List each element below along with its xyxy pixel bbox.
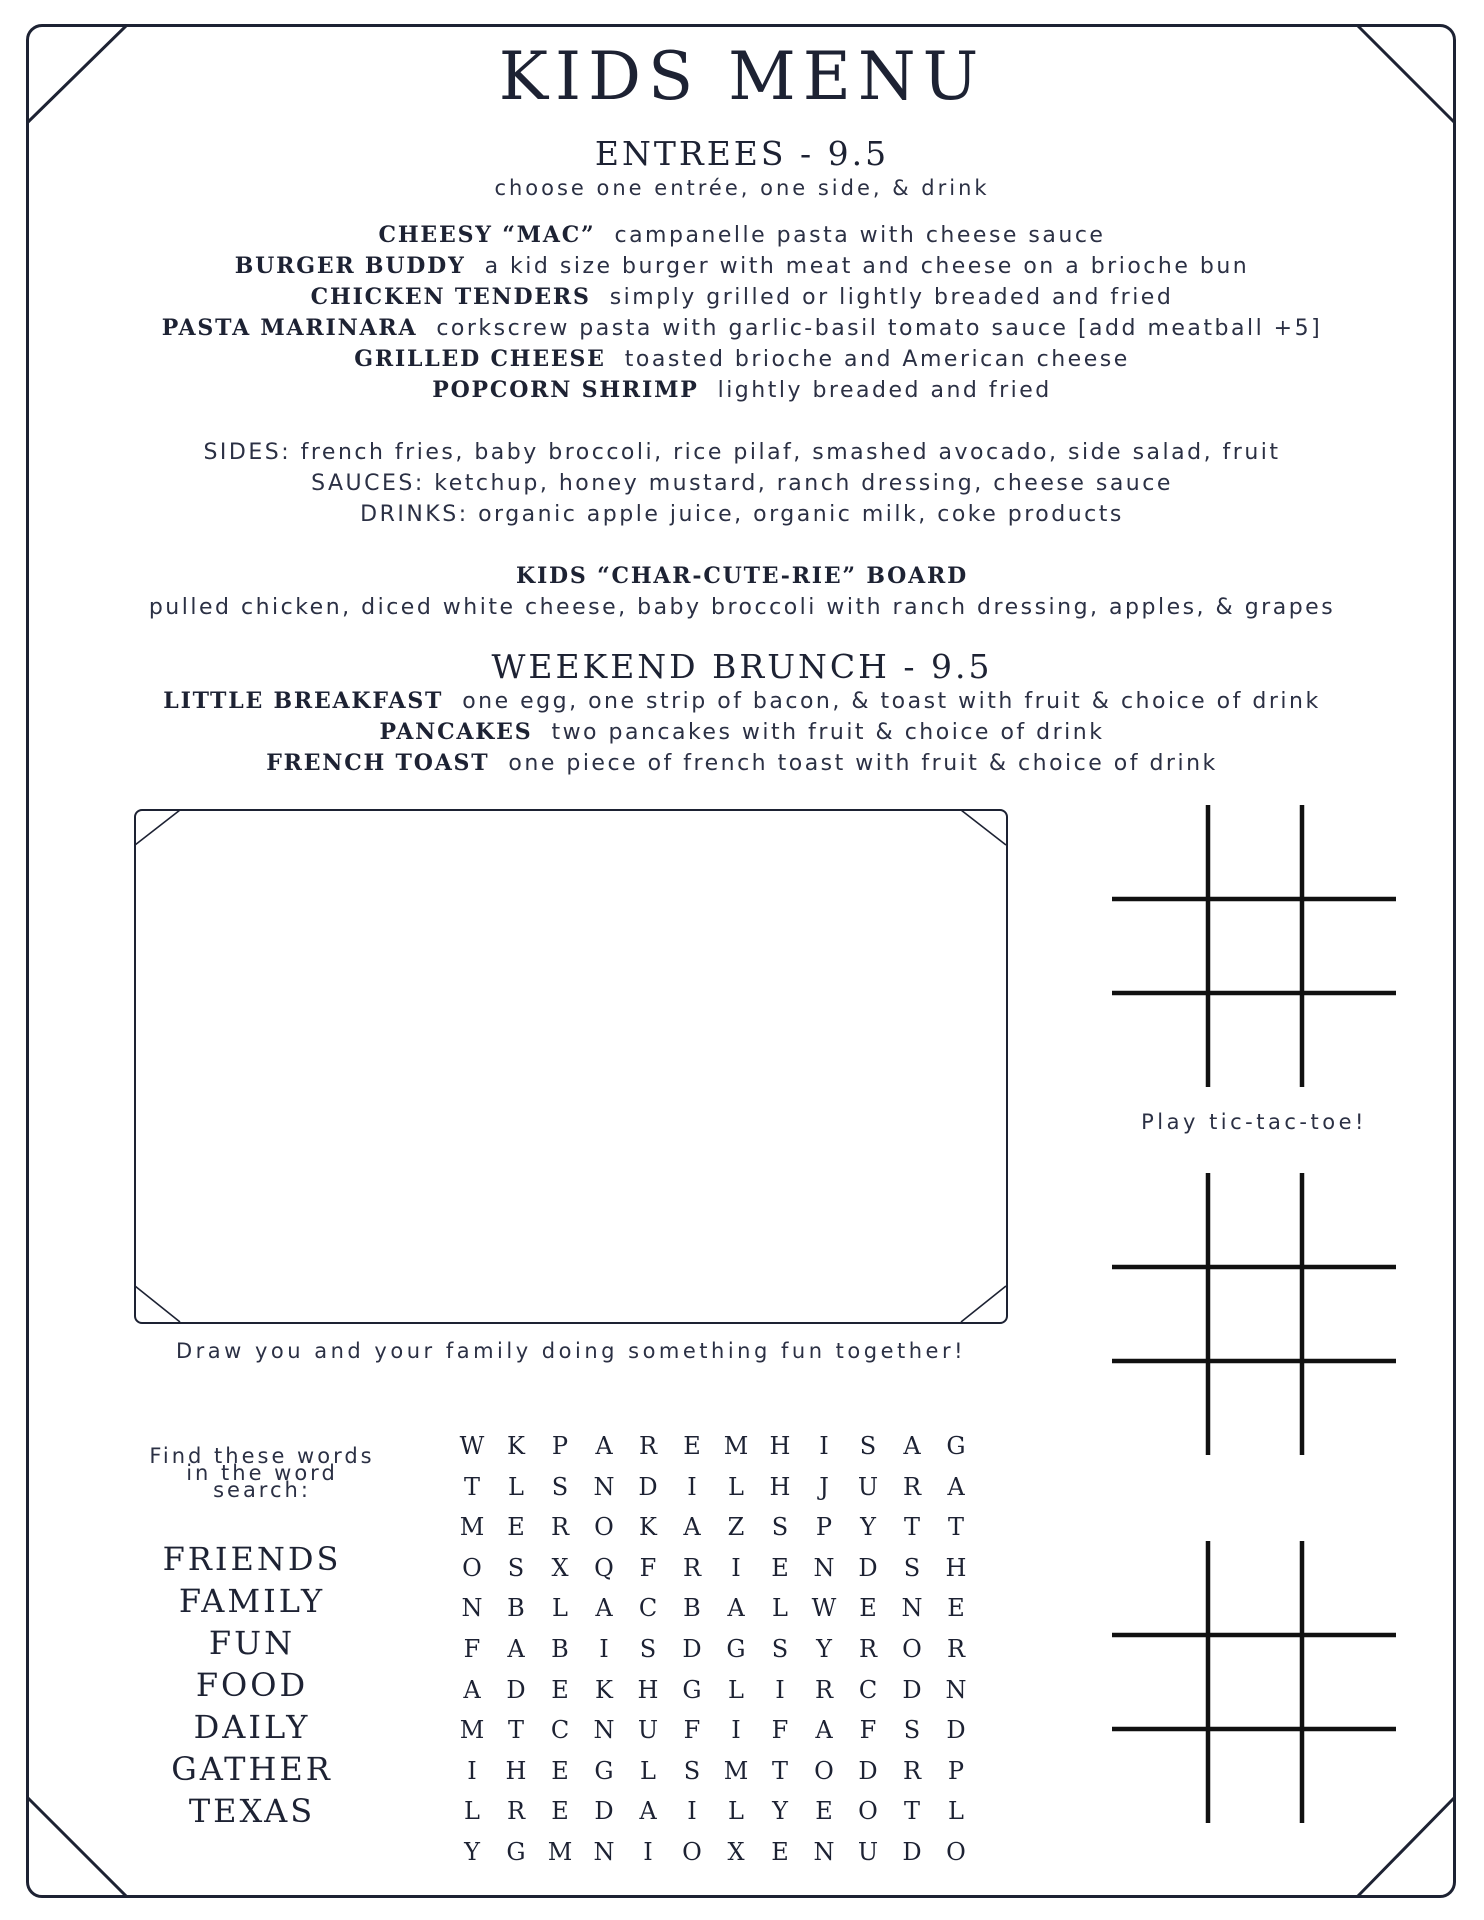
word-search-letter[interactable]: G (946, 1432, 966, 1460)
tictactoe-grid-1[interactable] (1112, 805, 1396, 1087)
word-search-letter[interactable]: D (682, 1634, 702, 1663)
word-search-letter[interactable]: I (687, 1797, 697, 1826)
word-search-letter[interactable]: I (731, 1553, 741, 1582)
word-search-letter[interactable]: H (769, 1432, 791, 1460)
word-search-letter[interactable]: E (551, 1797, 569, 1826)
word-search-letter[interactable]: T (947, 1513, 964, 1542)
word-search-letter[interactable]: H (637, 1675, 659, 1704)
word-search-letter[interactable]: B (551, 1634, 569, 1663)
word-search-letter[interactable]: P (551, 1432, 569, 1460)
entree-name: PASTA MARINARA (161, 315, 418, 341)
word-search-letter[interactable]: F (683, 1716, 701, 1745)
entrees-subtitle: choose one entrée, one side, & drink (494, 176, 990, 200)
word-search-letter[interactable]: Y (464, 1837, 480, 1866)
word-search-letter[interactable]: R (682, 1553, 702, 1582)
entree-item (0, 313, 1484, 344)
word-search-letter[interactable]: L (728, 1472, 744, 1501)
word-list (132, 1538, 372, 1832)
word-search-letter[interactable]: R (858, 1634, 878, 1663)
word-search-letter[interactable]: G (682, 1675, 702, 1704)
word-search-letter[interactable]: O (902, 1634, 922, 1663)
word-search-letter[interactable]: G (594, 1756, 614, 1785)
word-search-letter[interactable]: A (903, 1432, 921, 1460)
word-search-letter[interactable]: S (903, 1716, 921, 1745)
word-search-letter[interactable]: S (507, 1553, 525, 1582)
word-search-letter[interactable]: Y (816, 1634, 832, 1663)
word-search-letter[interactable]: D (506, 1675, 526, 1704)
entree-item (0, 282, 1484, 313)
tictactoe-caption: Play tic-tac-toe! (1141, 1110, 1367, 1134)
word-search-letter[interactable]: M (723, 1432, 749, 1460)
word-search-label (132, 1444, 392, 1502)
word-search-letter[interactable]: O (814, 1756, 834, 1785)
word-search-letter[interactable]: N (813, 1553, 835, 1582)
board-name-line (0, 561, 1484, 592)
board-desc: pulled chicken, diced white cheese, baby broccoli with ranch dressing, apples, & grapes (148, 595, 1336, 620)
word-search-grid[interactable] (450, 1426, 978, 1873)
word-search-letter[interactable]: E (771, 1553, 789, 1582)
word-search-letter[interactable]: M (723, 1756, 749, 1785)
word-search-letter[interactable]: O (594, 1513, 614, 1542)
word-search-letter[interactable]: O (858, 1797, 878, 1826)
tictactoe-grid-3[interactable] (1112, 1541, 1396, 1823)
word-search-letter[interactable]: Z (727, 1513, 745, 1542)
word-search-letter[interactable]: A (639, 1797, 657, 1826)
entree-desc: corkscrew pasta with garlic-basil tomato sauce [add meatball +5] (436, 316, 1323, 341)
entree-desc: campanelle pasta with cheese sauce (614, 223, 1106, 248)
entree-item (0, 375, 1484, 406)
word-search-letter[interactable]: E (815, 1797, 833, 1826)
sauces-line: SAUCES: ketchup, honey mustard, ranch dressing, cheese sauce (311, 471, 1173, 496)
word-search-letter[interactable]: L (728, 1675, 744, 1704)
word-search-letter[interactable]: L (508, 1472, 524, 1501)
word-search-label-line: search: (213, 1478, 311, 1502)
word-search-letter[interactable]: N (945, 1675, 967, 1704)
word-search-letter[interactable]: N (461, 1594, 483, 1623)
entree-item (0, 251, 1484, 282)
word-search-letter[interactable]: A (463, 1675, 481, 1704)
word-search-letter[interactable]: H (769, 1472, 791, 1501)
brunch-item (0, 748, 1484, 779)
drawing-caption: Draw you and your family doing something fun together! (175, 1339, 967, 1363)
word-search-letter[interactable]: I (599, 1634, 609, 1663)
word-search-letter[interactable]: S (903, 1553, 921, 1582)
word-search-letter[interactable]: E (551, 1756, 569, 1785)
word-search-letter[interactable]: W (811, 1594, 837, 1623)
word-search-letter[interactable]: K (639, 1513, 657, 1542)
entree-desc: simply grilled or lightly breaded and fried (609, 285, 1174, 310)
word-search-letter[interactable]: K (595, 1675, 613, 1704)
word-search-letter[interactable]: S (683, 1756, 701, 1785)
word-search-letter[interactable]: R (946, 1634, 966, 1663)
brunch-name: FRENCH TOAST (266, 750, 490, 776)
word-search-letter[interactable]: I (687, 1472, 697, 1501)
word-search-letter[interactable]: G (726, 1634, 746, 1663)
word-search-letter[interactable]: M (459, 1716, 485, 1745)
word-search-letter[interactable]: C (550, 1716, 570, 1745)
sides-line: SIDES: french fries, baby broccoli, rice pilaf, smashed avocado, side salad, fruit (203, 440, 1281, 465)
word-search-letter[interactable]: S (551, 1472, 569, 1501)
word-list-item: FOOD (195, 1666, 309, 1704)
brunch-item (0, 717, 1484, 748)
word-search-letter[interactable]: A (727, 1594, 745, 1623)
word-search-letter[interactable]: C (858, 1675, 878, 1704)
word-search-letter[interactable]: E (551, 1675, 569, 1704)
word-search-letter[interactable]: G (506, 1837, 526, 1866)
board-name: KIDS “CHAR-CUTE-RIE” BOARD (516, 563, 968, 589)
word-search-letter[interactable]: O (462, 1553, 482, 1582)
brunch-item (0, 686, 1484, 717)
brunch-desc: one egg, one strip of bacon, & toast with fruit & choice of drink (462, 689, 1321, 714)
entree-name: BURGER BUDDY (234, 253, 466, 279)
word-search-letter[interactable]: E (947, 1594, 965, 1623)
word-search-letter[interactable]: R (902, 1756, 922, 1785)
word-search-letter[interactable]: T (463, 1472, 480, 1501)
word-search-letter[interactable]: U (857, 1472, 879, 1501)
word-search-letter[interactable]: U (637, 1716, 659, 1745)
word-list-item: TEXAS (188, 1792, 316, 1830)
word-search-letter[interactable]: F (463, 1634, 481, 1663)
word-search-letter[interactable]: D (902, 1675, 922, 1704)
entree-desc: a kid size burger with meat and cheese on a brioche bun (484, 254, 1250, 279)
word-search-letter[interactable]: T (771, 1756, 788, 1785)
word-search-letter[interactable]: N (593, 1472, 615, 1501)
word-search-letter[interactable]: A (595, 1432, 613, 1460)
word-search-letter[interactable]: F (771, 1716, 789, 1745)
brunch-desc: two pancakes with fruit & choice of drink (551, 720, 1105, 745)
word-search-letter[interactable]: U (857, 1837, 879, 1866)
word-search-letter[interactable]: D (946, 1716, 966, 1745)
brunch-heading: WEEKEND BRUNCH - 9.5 (491, 647, 993, 686)
word-search-letter[interactable]: W (459, 1432, 485, 1460)
word-search-letter[interactable]: K (507, 1432, 525, 1460)
word-search-letter[interactable]: X (727, 1837, 745, 1866)
word-search-letter[interactable]: L (772, 1594, 788, 1623)
word-search-letter[interactable]: M (459, 1513, 485, 1542)
word-search-letter[interactable]: F (859, 1716, 877, 1745)
word-search-letter[interactable]: I (643, 1837, 653, 1866)
entree-item (0, 220, 1484, 251)
word-search-letter[interactable]: N (593, 1716, 615, 1745)
word-search-letter[interactable]: L (640, 1756, 656, 1785)
word-search-letter[interactable]: D (858, 1756, 878, 1785)
entree-name: POPCORN SHRIMP (432, 377, 699, 403)
word-search-letter[interactable]: S (771, 1634, 789, 1663)
word-search-letter[interactable]: P (947, 1756, 965, 1785)
drawing-area[interactable] (134, 809, 1008, 1324)
word-search-letter[interactable]: I (467, 1756, 477, 1785)
word-search-letter[interactable]: H (945, 1553, 967, 1582)
entree-item (0, 344, 1484, 375)
word-search-letter[interactable]: I (731, 1716, 741, 1745)
entree-name: CHICKEN TENDERS (310, 284, 591, 310)
word-search-letter[interactable]: A (815, 1716, 833, 1745)
word-search-letter[interactable]: A (683, 1513, 701, 1542)
word-search-letter[interactable]: S (771, 1513, 789, 1542)
entrees-heading: ENTREES - 9.5 (594, 134, 890, 173)
word-search-letter[interactable]: Q (594, 1553, 614, 1582)
word-list-item: DAILY (193, 1708, 311, 1746)
word-search-letter[interactable]: T (507, 1716, 524, 1745)
word-search-letter[interactable]: R (638, 1432, 658, 1460)
word-search-letter[interactable]: S (639, 1634, 657, 1663)
word-search-letter[interactable]: N (813, 1837, 835, 1866)
word-search-letter[interactable]: S (859, 1432, 877, 1460)
word-search-letter[interactable]: T (903, 1797, 920, 1826)
entree-desc: toasted brioche and American cheese (624, 347, 1130, 372)
word-search-letter[interactable]: N (593, 1837, 615, 1866)
word-search-letter[interactable]: L (552, 1594, 568, 1623)
word-search-letter[interactable]: E (771, 1837, 789, 1866)
word-search-letter[interactable]: Y (772, 1797, 788, 1826)
tictactoe-grid-2[interactable] (1112, 1173, 1396, 1455)
word-search-letter[interactable]: E (507, 1513, 525, 1542)
word-search-letter[interactable]: D (638, 1472, 658, 1501)
brunch-name: LITTLE BREAKFAST (163, 688, 444, 714)
word-search-letter[interactable]: C (638, 1594, 658, 1623)
word-list-item: FAMILY (178, 1582, 326, 1620)
word-search-letter[interactable]: L (948, 1797, 964, 1826)
word-search-letter[interactable]: X (551, 1553, 569, 1582)
word-search-letter[interactable]: R (814, 1675, 834, 1704)
word-search-letter[interactable]: A (595, 1594, 613, 1623)
drinks-line: DRINKS: organic apple juice, organic milk, coke products (360, 502, 1124, 527)
word-search-letter[interactable]: E (859, 1594, 877, 1623)
brunch-name: PANCAKES (379, 719, 533, 745)
word-search-label-line: in the word (186, 1461, 338, 1485)
word-search-letter[interactable]: E (683, 1432, 701, 1460)
word-search-letter[interactable]: J (819, 1472, 829, 1501)
word-list-item: FRIENDS (162, 1540, 342, 1578)
word-search-letter[interactable]: R (506, 1797, 526, 1826)
word-search-letter[interactable]: D (858, 1553, 878, 1582)
word-search-letter[interactable]: H (505, 1756, 527, 1785)
word-search-letter[interactable]: L (464, 1797, 480, 1826)
word-search-letter[interactable]: P (815, 1513, 833, 1542)
corner-bottom-left (27, 1797, 127, 1897)
word-search-letter[interactable]: Y (860, 1513, 876, 1542)
entree-desc: lightly breaded and fried (717, 378, 1052, 403)
word-search-letter[interactable]: R (550, 1513, 570, 1542)
word-search-letter[interactable]: L (728, 1797, 744, 1826)
word-search-label-line: Find these words (149, 1444, 375, 1468)
word-search-letter[interactable]: I (775, 1675, 785, 1704)
word-search-letter[interactable]: D (902, 1837, 922, 1866)
word-search-letter[interactable]: B (507, 1594, 525, 1623)
entree-name: GRILLED CHEESE (354, 346, 606, 372)
brunch-desc: one piece of french toast with fruit & choice of drink (508, 751, 1218, 776)
word-search-letter[interactable]: D (594, 1797, 614, 1826)
word-search-letter[interactable]: O (946, 1837, 966, 1866)
word-search-letter[interactable]: F (639, 1553, 657, 1582)
menu-title: KIDS MENU (498, 38, 986, 115)
word-search-letter[interactable]: A (947, 1472, 965, 1501)
corner-bottom-right (1357, 1797, 1455, 1897)
word-list-item: FUN (208, 1624, 296, 1662)
word-search-letter[interactable]: B (683, 1594, 701, 1623)
word-search-letter[interactable]: N (901, 1594, 923, 1623)
word-list-item: GATHER (171, 1750, 333, 1788)
word-search-letter[interactable]: A (507, 1634, 525, 1663)
entree-name: CHEESY “MAC” (378, 222, 596, 248)
word-search-letter[interactable]: T (903, 1513, 920, 1542)
word-search-letter[interactable]: I (819, 1432, 829, 1460)
word-search-letter[interactable]: M (547, 1837, 573, 1866)
word-search-letter[interactable]: O (682, 1837, 702, 1866)
word-search-letter[interactable]: R (902, 1472, 922, 1501)
